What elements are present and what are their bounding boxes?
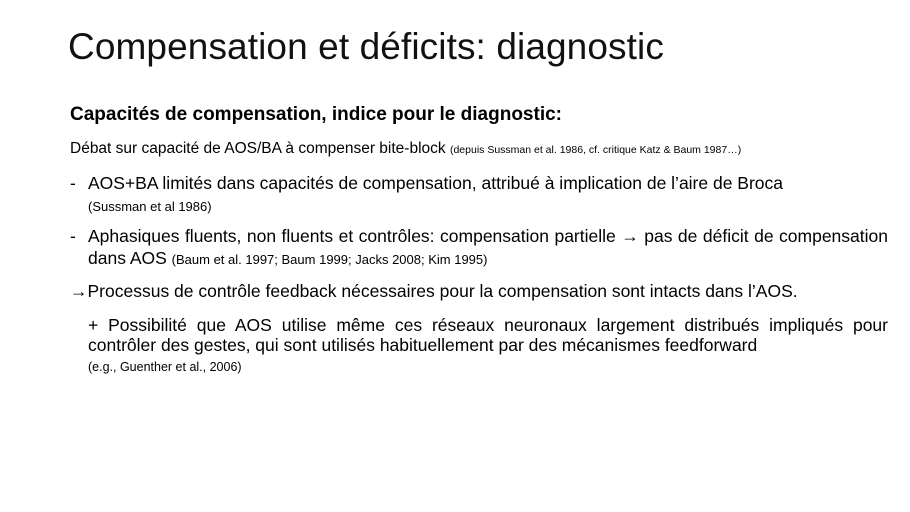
bullet-dash: - bbox=[70, 173, 76, 193]
bullet-reference: (Baum et al. 1997; Baum 1999; Jacks 2008; Kim 1995) bbox=[171, 252, 488, 267]
bullet-dash: - bbox=[70, 226, 76, 246]
debate-line bbox=[70, 140, 741, 158]
section-subtitle: Capacités de compensation, indice pour le diagnostic: bbox=[70, 104, 562, 125]
additional-point-reference: (e.g., Guenther et al., 2006) bbox=[88, 360, 242, 374]
bullet-item bbox=[70, 172, 888, 218]
additional-point-body: + Possibilité que AOS utilise même ces réseaux neuronaux largement distribués impliqués pour contrôler des gestes, qui sont utilisés habituellement par des mécanismes feedforward bbox=[88, 315, 888, 355]
bullet-item bbox=[70, 225, 888, 271]
bullet-body: Aphasiques fluents, non fluents et contrôles: compensation partielle → pas de déficit de compensation dans AOS bbox=[88, 226, 888, 268]
conclusion-line: →Processus de contrôle feedback nécessaires pour la compensation sont intacts dans l’AOS. bbox=[70, 281, 798, 301]
bullet-body: AOS+BA limités dans capacités de compensation, attribué à implication de l’aire de Broca bbox=[88, 173, 784, 193]
debate-text: Débat sur capacité de AOS/BA à compenser bite-block bbox=[70, 140, 450, 157]
bullet-text bbox=[88, 172, 888, 218]
slide-title: Compensation et déficits: diagnostic bbox=[68, 26, 664, 67]
additional-point bbox=[88, 315, 888, 377]
additional-point-text bbox=[88, 315, 888, 377]
bullet-text bbox=[88, 225, 888, 271]
debate-reference: (depuis Sussman et al. 1986, cf. critique Katz & Baum 1987…) bbox=[449, 144, 742, 156]
bullet-reference: (Sussman et al 1986) bbox=[88, 199, 212, 214]
